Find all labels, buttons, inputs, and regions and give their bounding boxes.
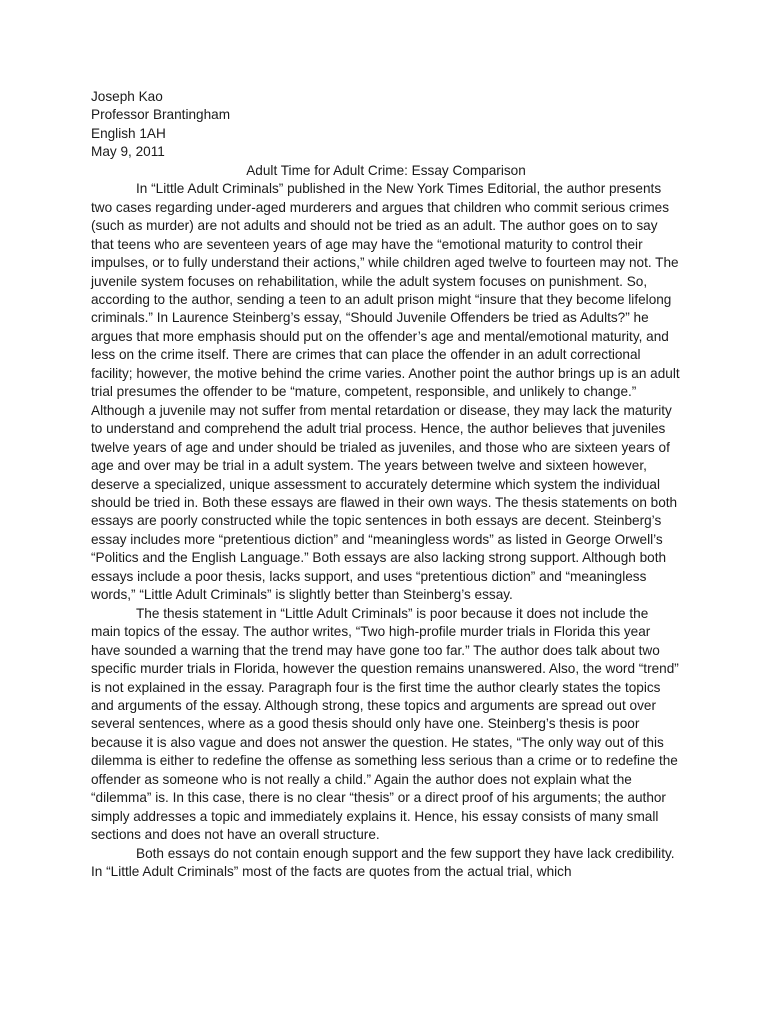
professor-name: Professor Brantingham — [91, 107, 231, 123]
course-name: English 1AH — [91, 125, 166, 141]
paragraph-1: In “Little Adult Criminals” published in the New York Times Editorial, the author presents two cases regarding under-aged murderers and argues that children who commit serious crimes (such as murder) are not adults and should not be tried as an adult. The author goes on to say that teens who are seventeen years of age may have the “emotional maturity to control their impulses, or to fully understand their actions,” while children aged twelve to fourteen may not. The juvenile system focuses on rehabilitation, while the adult system focuses on punishment. So, according to the author, sending a teen to an adult prison might “insure that they become lifelong criminals.” In Laurence Steinberg’s essay, “Should Juvenile Offenders be tried as Adults?” he argues that more emphasis should put on the offender’s age and mental/emotional maturity, and less on the crime itself. There are crimes that can place the offender in an adult correctional facility; however, the motive behind the crime varies. Another point the author brings up is an adult trial presumes the offender to be “mature, competent, responsible, and unlikely to change.” Although a juvenile may not suffer from mental retardation or disease, they may lack the maturity to understand and comprehend the adult trial process. Hence, the author believes that juveniles twelve years of age and under should be trialed as juveniles, and those who are sixteen years of age and over may be trial in a adult system. The years between twelve and sixteen however, deserve a specialized, unique assessment to accurately determine which system the individual should be tried in. Both these essays are flawed in their own ways. The thesis statements on both essays are poorly constructed while the topic sentences in both essays are decent. Steinberg’s essay includes more “pretentious diction” and “meaningless words” as listed in George Orwell’s “Politics and the English Language.” Both essays are also lacking strong support. Although both essays include a poor thesis, lacks support, and uses “pretentious diction” and “meaningless words,” “Little Adult Criminals” is slightly better than Steinberg’s essay. — [91, 181, 680, 603]
document-page — [91, 88, 681, 881]
essay-date: May 9, 2011 — [91, 144, 165, 160]
essay-title: Adult Time for Adult Crime: Essay Comparison — [246, 162, 526, 178]
paragraph-3: Both essays do not contain enough support and the few support they have lack credibility. In “Little Adult Criminals” most of the facts are quotes from the actual trial, which — [91, 845, 675, 880]
author-name: Joseph Kao — [91, 89, 163, 104]
paragraph-2: The thesis statement in “Little Adult Criminals” is poor because it does not include the main topics of the essay. The author writes, “Two high-profile murder trials in Florida this year have sounded a warning that the trend may have gone too far.” The author does talk about two specific murder trials in Florida, however the question remains unanswered. Also, the word “trend” is not explained in the essay. Paragraph four is the first time the author clearly states the topics and arguments of the essay. Although strong, these topics and arguments are spread out over several sentences, where as a good thesis should only have one. Steinberg’s thesis is poor because it is also vague and does not answer the question. He states, “The only way out of this dilemma is either to redefine the offense as something less serious than a crime or to redefine the offender as someone who is not really a child.” Again the author does not explain what the “dilemma” is. In this case, there is no clear “thesis” or a direct proof of his arguments; the author simply addresses a topic and immediately explains it. Hence, his essay consists of many small sections and does not have an overall structure. — [91, 605, 679, 843]
